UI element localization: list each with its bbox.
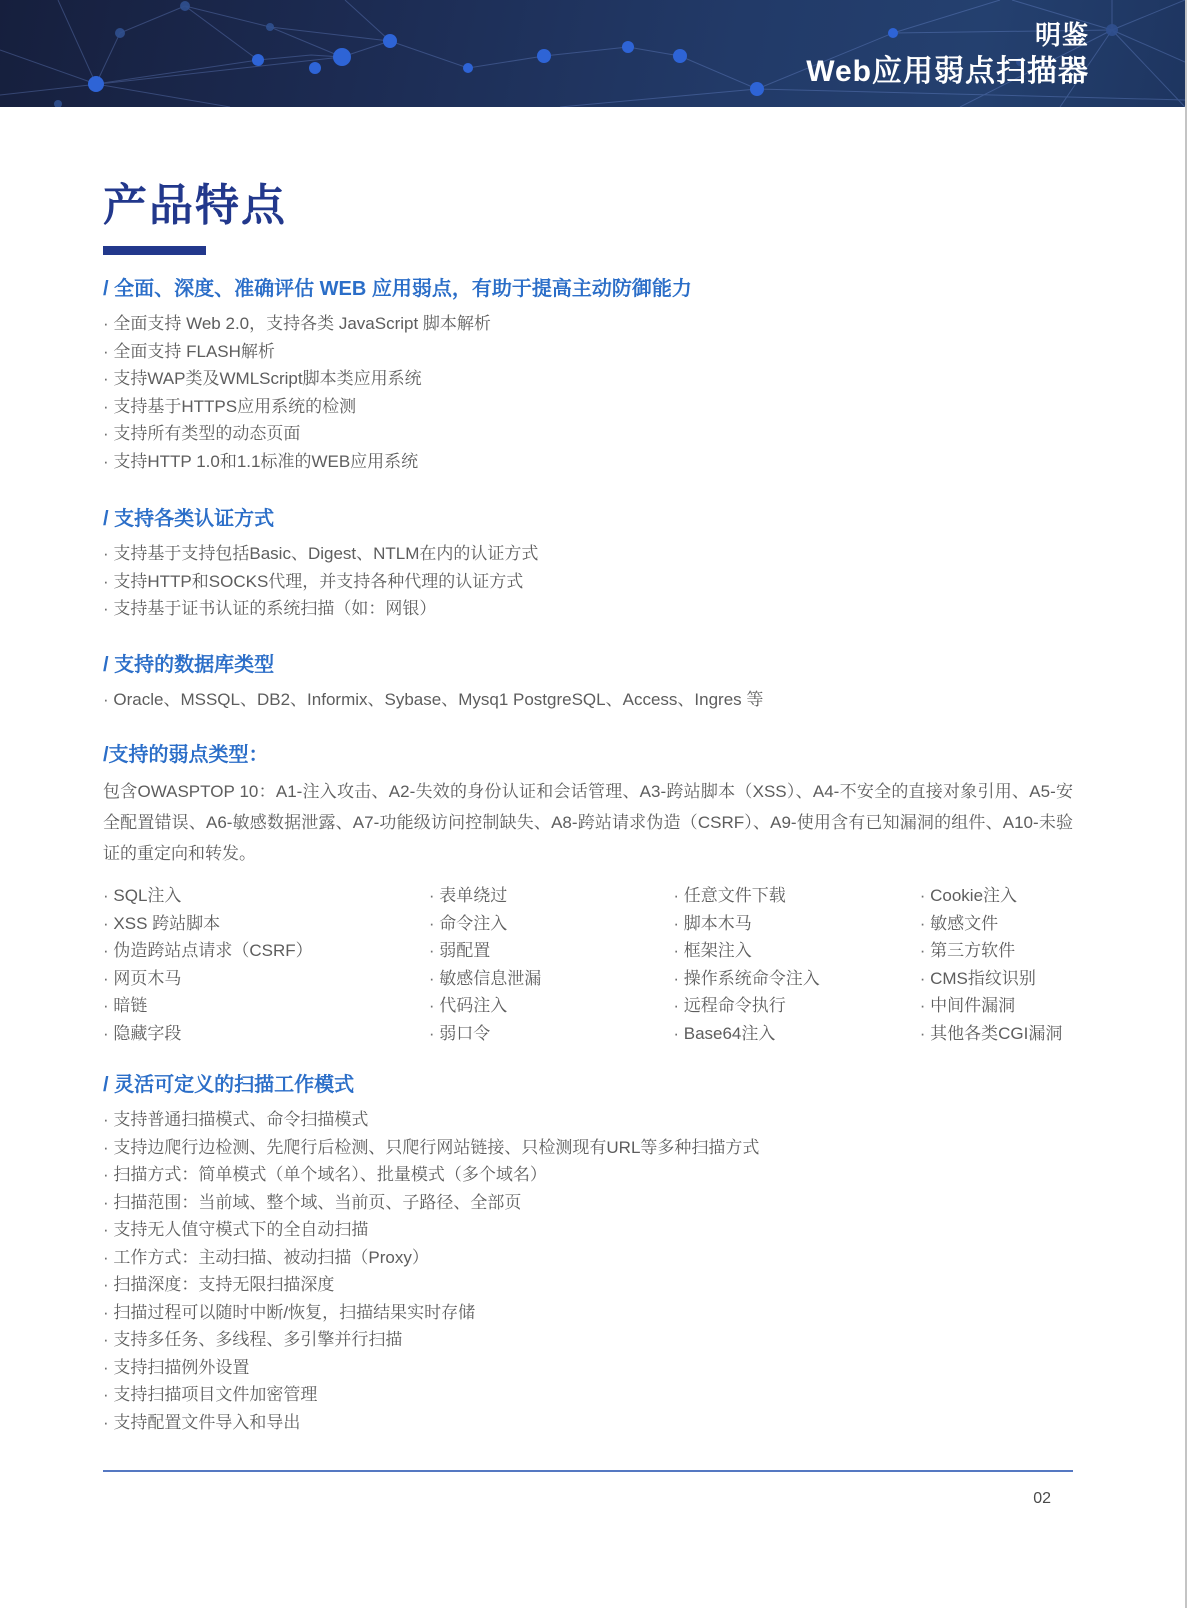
weakpoint-column-1 — [103, 882, 429, 1047]
list-item: · SQL注入 — [103, 882, 429, 910]
section-heading: / 全面、深度、准确评估 WEB 应用弱点，有助于提高主动防御能力 — [103, 278, 692, 300]
footer-rule — [103, 1470, 1073, 1472]
title-underline — [103, 246, 206, 255]
section-scan-modes — [103, 1073, 1073, 1436]
list-item: · Cookie注入 — [920, 882, 1073, 910]
list-item: · 敏感文件 — [920, 910, 1073, 938]
list-item: · 支持所有类型的动态页面 — [103, 420, 1073, 448]
list-item: · 弱口令 — [429, 1020, 673, 1048]
list-item: · 代码注入 — [429, 992, 673, 1020]
section-weakness-types — [103, 743, 1073, 1047]
bullet-list — [103, 686, 1073, 714]
list-item: · 其他各类CGI漏洞 — [920, 1020, 1073, 1048]
owasp-top10-paragraph: 包含OWASPTOP 10：A1-注入攻击、A2-失效的身份认证和会话管理、A3-跨站脚本（XSS）、A4-不安全的直接对象引用、A5-安全配置错误、A6-敏感数据泄露、A7-功能级访问控制缺失、A8-跨站请求伪造（CSRF）、A9-使用含有已知漏洞的组件、A10-未验证的重定向和转发。 — [103, 782, 1073, 863]
section-heading: / 支持的数据库类型 — [103, 653, 275, 676]
list-item: · 远程命令执行 — [673, 992, 919, 1020]
list-item: · 敏感信息泄漏 — [429, 965, 673, 993]
list-item: · 支持边爬行边检测、先爬行后检测、只爬行网站链接、只检测现有URL等多种扫描方式 — [103, 1134, 1073, 1162]
list-item: · 暗链 — [103, 992, 429, 1020]
header-banner — [0, 0, 1185, 107]
content-area — [103, 107, 1073, 1508]
list-item: · 脚本木马 — [673, 910, 919, 938]
list-item: · 扫描深度：支持无限扫描深度 — [103, 1271, 1073, 1299]
list-item: · XSS 跨站脚本 — [103, 910, 429, 938]
list-item: · 网页木马 — [103, 965, 429, 993]
list-item: · 支持基于证书认证的系统扫描（如：网银） — [103, 595, 1073, 623]
list-item: · 支持多任务、多线程、多引擎并行扫描 — [103, 1326, 1073, 1354]
section-databases — [103, 653, 1073, 714]
list-item: · 支持WAP类及WMLScript脚本类应用系统 — [103, 365, 1073, 393]
list-item: · 工作方式：主动扫描、被动扫描（Proxy） — [103, 1244, 1073, 1272]
list-item: · Oracle、MSSQL、DB2、Informix、Sybase、Mysq1 PostgreSQL、Access、Ingres 等 — [103, 686, 1073, 714]
list-item: · 支持扫描项目文件加密管理 — [103, 1381, 1073, 1409]
bullet-list — [103, 540, 1073, 623]
list-item: · 扫描过程可以随时中断/恢复，扫描结果实时存储 — [103, 1299, 1073, 1327]
list-item: · 伪造跨站点请求（CSRF） — [103, 937, 429, 965]
list-item: · 支持配置文件导入和导出 — [103, 1409, 1073, 1437]
section-comprehensive-assessment — [103, 277, 1073, 475]
weakpoint-column-3 — [673, 882, 919, 1047]
section-heading: / 灵活可定义的扫描工作模式 — [103, 1074, 355, 1096]
list-item: · 中间件漏洞 — [920, 992, 1073, 1020]
bullet-list — [103, 1106, 1073, 1436]
weakpoint-grid — [103, 882, 1073, 1047]
brand-title: 明鉴 — [1034, 20, 1089, 50]
list-item: · 支持普通扫描模式、命令扫描模式 — [103, 1106, 1073, 1134]
weakpoint-column-2 — [429, 882, 673, 1047]
list-item: · 扫描范围：当前域、整个域、当前页、子路径、全部页 — [103, 1189, 1073, 1217]
list-item: · 支持HTTP和SOCKS代理，并支持各种代理的认证方式 — [103, 568, 1073, 596]
list-item: · 框架注入 — [673, 937, 919, 965]
list-item: · 支持基于HTTPS应用系统的检测 — [103, 393, 1073, 421]
brand-block — [806, 22, 1089, 87]
section-authentication — [103, 507, 1073, 623]
page-title: 产品特点 — [103, 181, 287, 230]
brand-subtitle: Web应用弱点扫描器 — [806, 55, 1089, 88]
section-heading: /支持的弱点类型： — [103, 744, 269, 766]
page-number: 02 — [1033, 1490, 1051, 1507]
list-item: · 支持扫描例外设置 — [103, 1354, 1073, 1382]
list-item: · 隐藏字段 — [103, 1020, 429, 1048]
list-item: · 第三方软件 — [920, 937, 1073, 965]
weakpoint-column-4 — [920, 882, 1073, 1047]
page-right-border — [1185, 0, 1187, 1608]
list-item: · Base64注入 — [673, 1020, 919, 1048]
list-item: · 命令注入 — [429, 910, 673, 938]
list-item: · CMS指纹识别 — [920, 965, 1073, 993]
list-item: · 支持无人值守模式下的全自动扫描 — [103, 1216, 1073, 1244]
list-item: · 任意文件下载 — [673, 882, 919, 910]
list-item: · 支持基于支持包括Basic、Digest、NTLM在内的认证方式 — [103, 540, 1073, 568]
list-item: · 全面支持 FLASH解析 — [103, 338, 1073, 366]
list-item: · 扫描方式：简单模式（单个域名）、批量模式（多个域名） — [103, 1161, 1073, 1189]
list-item: · 操作系统命令注入 — [673, 965, 919, 993]
list-item: · 表单绕过 — [429, 882, 673, 910]
section-heading: / 支持各类认证方式 — [103, 508, 275, 530]
list-item: · 弱配置 — [429, 937, 673, 965]
list-item: · 支持HTTP 1.0和1.1标准的WEB应用系统 — [103, 448, 1073, 476]
bullet-list — [103, 310, 1073, 475]
list-item: · 全面支持 Web 2.0，支持各类 JavaScript 脚本解析 — [103, 310, 1073, 338]
